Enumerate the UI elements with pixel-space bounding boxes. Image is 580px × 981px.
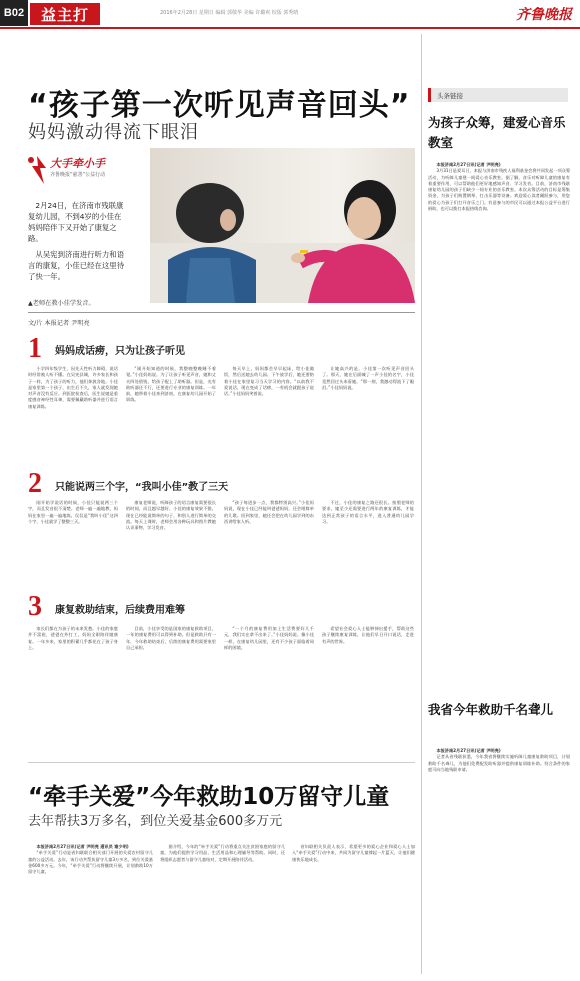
masthead (0, 0, 580, 30)
sidebar-divider (421, 34, 422, 974)
sidebar-tag-label: 头条链接 (437, 91, 463, 100)
date-line: 2016年2月28日 星期日 编辑 郭敬华 美编 许璐爽 校版 郭秀晴 (160, 10, 299, 16)
section-3-col-3: “一个月的康复费用加上生活费要好几千元，我们实在拿不出来了。”小佳妈妈说。像小佳一样，在康复幼儿园里，还有不少孩子面临着同样的困境。 (224, 626, 314, 650)
section-3-title: 康复救助结束，后续费用难筹 (55, 605, 185, 616)
section-1-title: 妈妈成话痨，只为让孩子听见 (55, 346, 185, 357)
section-1-col-4: 让她高兴的是，小佳第一次听见声音回头了。那天，她在后面喊了一声小佳的名字，小佳竟然回过头来看她。“那一刻，我激动得流下了眼泪。”小佳妈妈说。 (322, 366, 414, 390)
section-2-col-3: “孩子每进步一点，我都特别高兴。”小佳妈妈说，现在小佳已经能叫爸爸妈妈，还会唱简单的儿歌。回到家里，她还会把在幼儿园学到的东西讲给家人听。 (224, 500, 314, 524)
section-badge (30, 3, 100, 25)
sidebar-byline: 本报济南2月27日讯(记者 尹明亮) (436, 162, 501, 167)
second-col-1: 本报济南2月27日讯(记者 尹明亮 通讯员 谢少明) “牵手关爱”行动是省妇联联合相关部门开展的关爱农村留守儿童的公益活动。去年，该行动共帮扶留守儿童3万多名，到位关爱基金600多万元。今年，“牵手关爱”行动将继续开展，计划救助10万留守儿童。 (28, 844, 153, 875)
section-2-col-2: 康复老师说，听障孩子的语言康复需要很长的时间，而且越早越好。小佳的康复效果不错，现在已经能说简单的句子，和别人进行简单的交流。每天上课时，老师会用各种玩具和图片教她认识事物、学习发音。 (126, 500, 216, 531)
second-headline: “牵手关爱”今年救助10万留守儿童 (28, 784, 390, 810)
sidebar-title: 为孩子众筹，建爱心音乐教室 (428, 115, 566, 150)
main-headline: “孩子第一次听见声音回头” (28, 88, 411, 123)
second-byline: 本报济南2月27日讯(记者 尹明亮 通讯员 谢少明) (36, 844, 129, 849)
lead-text-2: 从吴宪到济南进行听力和语言的康复，小佳已经在这里待了快一年。 (28, 250, 125, 281)
section-2-col-4: 不过，小佳的康复之路还很长。按照老师的要求，她至少还需要进行两年的康复训练，才能达到正常孩子的语言水平，进入普通幼儿园学习。 (322, 500, 414, 524)
section-3-col-2: 目前，小佳享受的是国家的康复救助项目，一年的康复费用可以得到补助。但是救助只有一年，今年救助结束后，后续的康复费用需要家里自己承担。 (126, 626, 216, 650)
second-subheadline: 去年帮扶3万多名，到位关爱基金600多万元 (28, 814, 283, 829)
main-subheadline: 妈妈激动得流下眼泪 (28, 122, 199, 143)
logo-mark-icon (26, 154, 48, 186)
sidebar-tag (428, 88, 568, 102)
newspaper-logo: 齐鲁晚报 (516, 7, 572, 23)
section-2-number: 2 (28, 468, 42, 499)
sidebar-title-2: 我省今年救助千名聋儿 (428, 702, 554, 717)
column-logo-subtitle: 齐鲁晚报“慈善”公益行动 (50, 172, 106, 178)
section-3-col-4: 希望社会爱心人士能够伸出援手，帮助这些孩子继续康复训练，让他们早日开口说话，走进有声的世界。 (322, 626, 414, 644)
photo-caption: ▲老师在教小佳学发音。 (28, 300, 95, 307)
column-logo-title: 大手牵小手 (50, 157, 105, 170)
page-number: B02 (3, 7, 25, 19)
second-article-top-rule (28, 762, 415, 763)
section-2-title: 只能说两三个字，“我叫小佳”教了三天 (55, 482, 229, 493)
second-col-2: 据介绍，今年的“牵手关爱”行动将重点关注贫困家庭的留守儿童，为他们提供学习用品、生活用品和心理辅导等帮助。同时，还将组织志愿者与留守儿童结对，定期开展陪伴活动。 (160, 844, 285, 862)
page-number-block (0, 0, 28, 26)
column-logo (26, 152, 126, 196)
section-1-col-1: 小学四年级学生，因先天性听力障碍，说话时经常被人听不懂。在吴宪县城，许多家长和孩子一样，为了孩子的听力，他们奔波各地。小佳是家里第一个孩子，出生后不久，家人就发现她对声音没有反应。到医院检查后，医生说她是重度感音神经性耳聋，需要佩戴助听器并进行语言康复训练。 (28, 366, 118, 409)
sidebar-byline-2: 本报济南2月27日讯(记者 尹明亮) (436, 748, 501, 753)
section-1-col-2: “刚开始知道的时候，我整晚整晚睡不着觉。”小佳妈妈说。为了让孩子听见声音，她和丈夫四处借钱，给孩子配上了助听器。但是，光有助听器还不行，还要进行专业的康复训练。一年前，她带着小佳来到济南，在康复幼儿园开始了训练。 (126, 366, 216, 403)
second-col-3: 省妇联相关负责人表示，希望更多的爱心企业和爱心人士加入“牵手关爱”行动中来，共同为留守儿童撑起一片蓝天，让他们健康快乐地成长。 (292, 844, 415, 862)
section-title: 益主打 (40, 5, 89, 24)
lead-text-1: 2月24日，在济南市残联康复幼儿园，不到4岁的小佳在妈妈陪伴下又开始了康复之路。 (28, 201, 124, 243)
section-3-number: 3 (28, 591, 42, 622)
masthead-rule (0, 27, 580, 29)
main-photo (150, 148, 415, 303)
section-1-col-3: 每天早上，妈妈都会早早起床，给小佳做饭，然后送她去幼儿园。下午放学后，她还要陪着小佳在家里复习当天学习的内容。“以前我不爱说话，现在变成了话痨，一有机会就跟孩子说话。”小佳妈妈笑着说。 (224, 366, 314, 397)
sidebar-body-2: 本报济南2月27日讯(记者 尹明亮) 记者从省残联获悉，今年我省将继续实施听障儿童康复救助项目，计划救助千名聋儿，为他们免费配发助听器并提供康复训练补助。符合条件的家庭可向当地残联申请。 (428, 748, 570, 772)
main-byline: 文/片 本报记者 尹明亮 (28, 320, 90, 327)
section-3-col-1: 家长们都在为孩子的未来发愁。小佳的家庭并不富裕，爸爸在外打工，妈妈全职陪伴她康复。一年多来，家里的积蓄几乎都花在了孩子身上。 (28, 626, 118, 650)
section-1-number: 1 (28, 333, 42, 364)
lead-paragraph (28, 200, 128, 282)
sidebar-body: 本报济南2月27日讯(记者 尹明亮) 3月31日是爱耳日，本报与济南市残疾人福利基金会将共同发起一项众筹活动，为听障儿童建一间爱心音乐教室。据了解，音乐对听障儿童的康复有着重要作用，可以帮助他们更好地感知声音、学习发音。目前，济南市残联康复幼儿园的孩子们缺少一间专业的音乐教室。本次众筹活动的目标是筹集资金，为孩子们购置钢琴、打击乐器等设备。欢迎爱心读者踊跃参与，用您的爱心为孩子们打开音乐之门。有意参与的市民可以通过本报公益平台进行捐助，也可以拨打本报热线咨询。 (428, 162, 570, 212)
divider (28, 312, 415, 313)
section-2-col-1: 刚开始学说话的时候，小佳只能说两三个字，而且发音很不清楚。老师一遍一遍地教，妈妈在家里一遍一遍地练。仅仅是“我叫小佳”这四个字，小佳就学了整整三天。 (28, 500, 118, 524)
